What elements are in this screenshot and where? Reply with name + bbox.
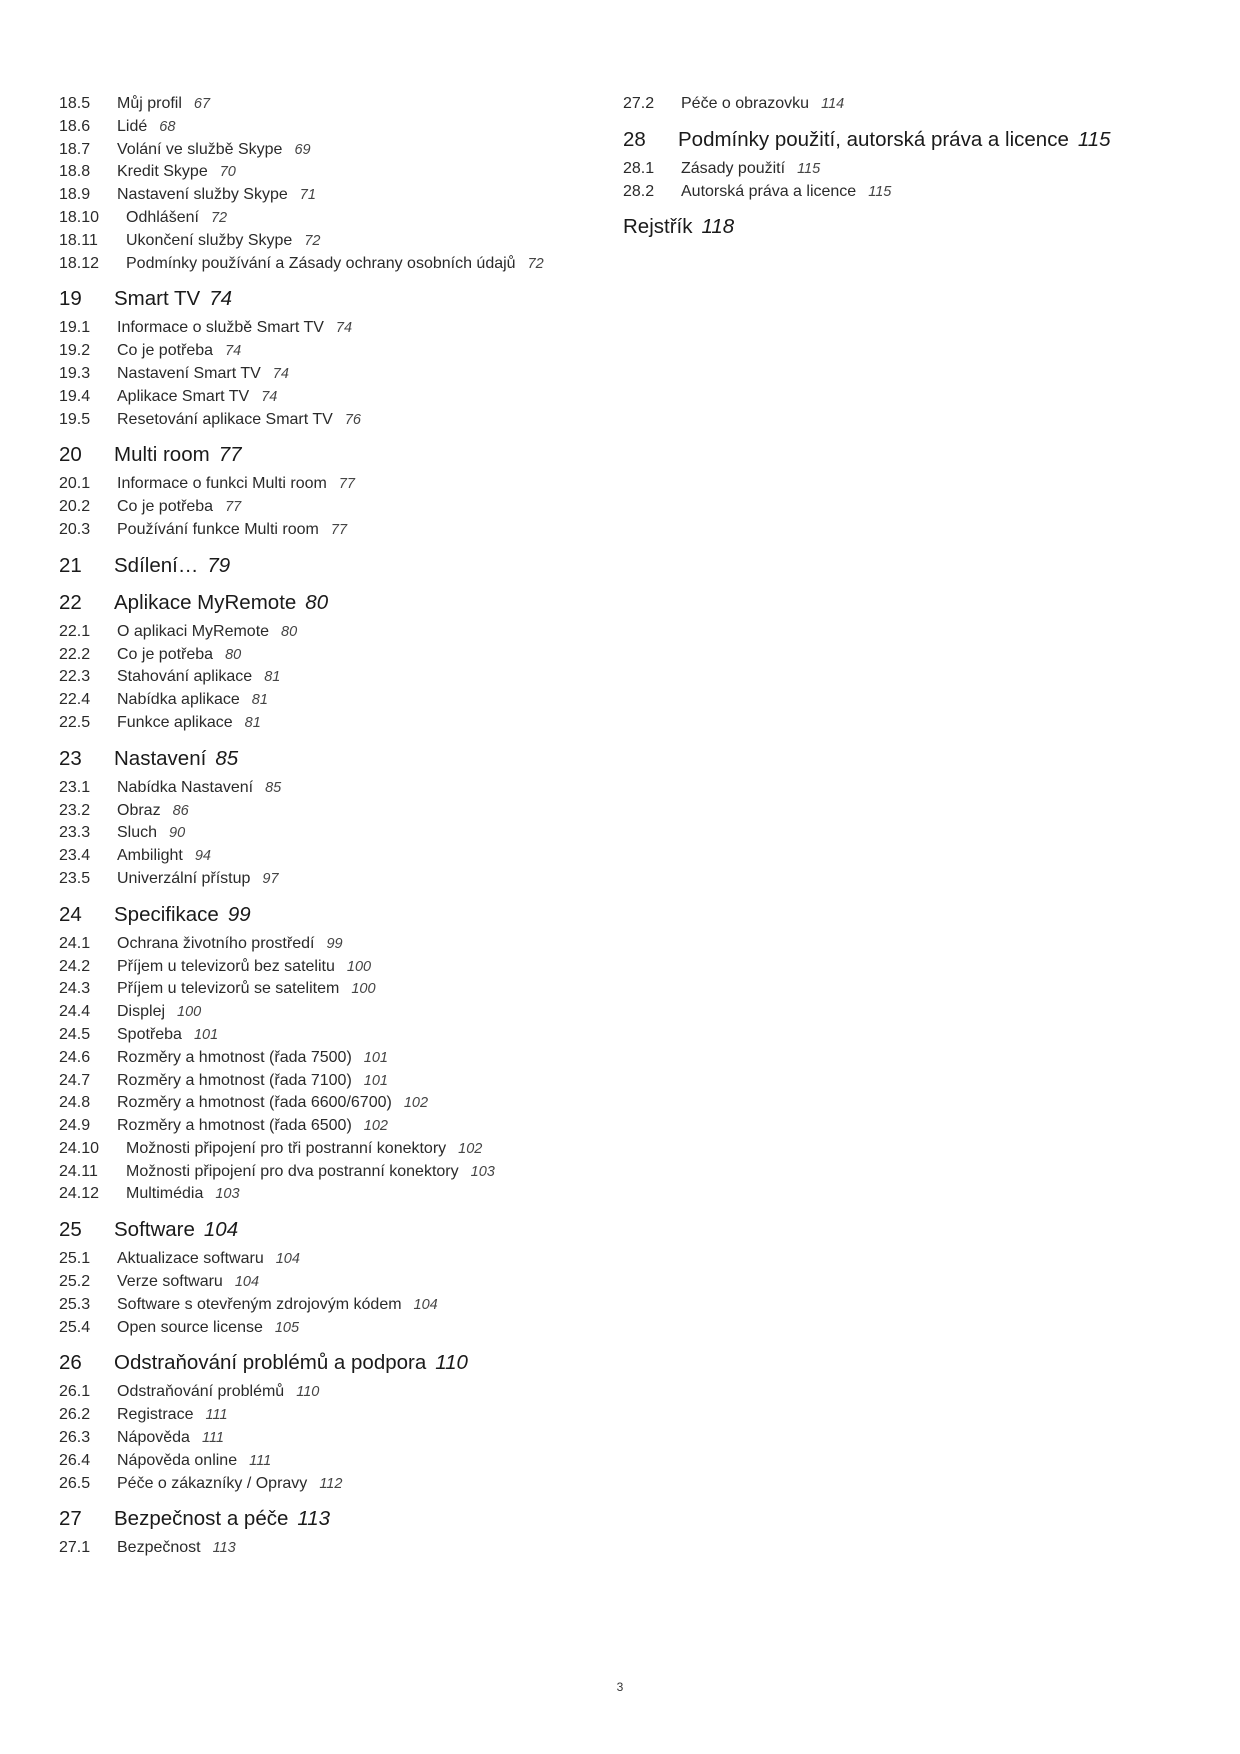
toc-entry[interactable] [59, 822, 619, 845]
entry-number: 25.2 [59, 1273, 91, 1291]
entry-number: 26.5 [59, 1474, 91, 1492]
entry-page: 76 [344, 411, 361, 428]
entry-page: 111 [249, 1452, 272, 1469]
toc-section [59, 93, 619, 275]
chapter-page: 85 [215, 746, 239, 770]
entry-title: Rozměry a hmotnost (řada 7100) [117, 1071, 352, 1089]
toc-entry[interactable] [59, 1450, 619, 1473]
entry-page: 101 [193, 1026, 219, 1043]
entry-title: Rozměry a hmotnost (řada 7500) [117, 1048, 352, 1066]
entry-number: 26.3 [59, 1429, 91, 1447]
toc-section [59, 590, 619, 735]
toc-entry[interactable] [59, 116, 619, 139]
entry-number: 18.12 [59, 254, 100, 272]
chapter-heading[interactable] [59, 902, 619, 928]
entry-page: 104 [413, 1296, 438, 1313]
entry-page: 99 [326, 935, 343, 952]
chapter-page: 80 [305, 590, 329, 614]
entry-page: 86 [172, 802, 189, 819]
toc-entry[interactable] [59, 496, 619, 519]
entry-number: 26.4 [59, 1451, 91, 1469]
toc-entry[interactable] [623, 158, 1183, 181]
toc-entry[interactable] [59, 1381, 619, 1404]
toc-section [59, 442, 619, 541]
entry-page: 90 [169, 825, 186, 842]
toc-entry[interactable] [59, 666, 619, 689]
entry-title: Lidé [117, 117, 148, 135]
toc-entry[interactable] [59, 621, 619, 644]
toc-entry[interactable] [59, 644, 619, 667]
entry-title: Co je potřeba [117, 645, 214, 663]
toc-entry[interactable] [59, 800, 619, 823]
entry-number: 24.12 [59, 1185, 100, 1203]
entry-title: Volání ve službě Skype [117, 140, 283, 158]
entry-page: 114 [821, 96, 845, 112]
chapter-heading[interactable] [59, 590, 619, 616]
entry-title: Nápověda [117, 1429, 190, 1447]
toc-entry[interactable] [59, 845, 619, 868]
entry-title: Registrace [117, 1406, 194, 1424]
entry-title: Rozměry a hmotnost (řada 6500) [117, 1117, 352, 1135]
entry-number: 18.8 [59, 163, 91, 181]
chapter-title: Nastavení [114, 746, 207, 770]
entry-page: 102 [403, 1095, 429, 1112]
toc-entry[interactable] [59, 363, 619, 386]
chapter-title: Smart TV [114, 287, 201, 311]
entry-number: 25.4 [59, 1318, 91, 1336]
toc-section [59, 1217, 619, 1339]
entry-number: 28.1 [623, 159, 655, 177]
entry-page: 111 [201, 1430, 224, 1447]
entry-title: Ukončení služby Skype [126, 231, 293, 249]
chapter-title: Specifikace [114, 902, 219, 926]
entry-number: 25.1 [59, 1250, 91, 1268]
entry-page: 100 [346, 958, 372, 975]
entry-title: Resetování aplikace Smart TV [117, 410, 333, 428]
chapter-number: 23 [59, 746, 82, 770]
entry-page: 100 [177, 1004, 202, 1021]
toc-entry[interactable] [623, 93, 1183, 116]
entry-title: Odhlášení [126, 208, 199, 226]
entry-page: 74 [261, 388, 278, 405]
toc-entry[interactable] [59, 473, 619, 496]
entry-page: 104 [275, 1251, 300, 1268]
entry-title: Kredit Skype [117, 163, 208, 181]
entry-page: 72 [527, 255, 544, 272]
entry-number: 20.1 [59, 475, 91, 493]
toc-section [59, 553, 619, 579]
entry-number: 22.1 [59, 622, 91, 640]
entry-number: 20.3 [59, 520, 91, 538]
entry-number: 24.11 [59, 1162, 98, 1180]
entry-page: 115 [868, 183, 892, 200]
entry-number: 24.5 [59, 1025, 91, 1043]
entry-title: Informace o službě Smart TV [117, 319, 324, 337]
entry-number: 24.1 [59, 934, 91, 952]
entry-title: Co je potřeba [117, 498, 214, 516]
chapter-heading[interactable] [59, 746, 619, 772]
toc-entry[interactable] [59, 868, 619, 891]
entry-number: 27.2 [623, 95, 655, 112]
toc-entry[interactable] [59, 317, 619, 340]
chapter-page: 104 [203, 1218, 239, 1242]
toc-entry[interactable] [59, 1537, 619, 1560]
entry-page: 67 [193, 96, 211, 112]
toc-entry[interactable] [59, 1115, 619, 1138]
chapter-page: 113 [297, 1507, 331, 1531]
toc-entry[interactable] [59, 689, 619, 712]
entry-title: Univerzální přístup [117, 869, 251, 887]
entry-number: 23.1 [59, 778, 91, 796]
entry-number: 22.2 [59, 645, 91, 663]
chapter-number: 19 [59, 287, 82, 311]
chapter-number: 20 [59, 443, 82, 467]
entry-number: 26.2 [59, 1406, 91, 1424]
toc-entry[interactable] [59, 409, 619, 432]
toc-entry[interactable] [59, 1138, 619, 1161]
entry-title: Nastavení služby Skype [117, 186, 288, 204]
toc-entry[interactable] [59, 933, 619, 956]
chapter-title: Sdílení… [114, 553, 199, 577]
entry-number: 24.2 [59, 957, 91, 975]
chapter-title: Odstraňování problémů a podpora [114, 1351, 427, 1375]
entry-title: Podmínky používání a Zásady ochrany osobních údajů [126, 254, 516, 272]
chapter-title: Aplikace MyRemote [114, 590, 297, 614]
toc-entry[interactable] [59, 139, 619, 162]
chapter-heading[interactable] [59, 1350, 619, 1376]
toc-entry[interactable] [59, 386, 619, 409]
chapter-heading[interactable] [59, 1217, 619, 1243]
chapter-number: 26 [59, 1351, 82, 1375]
entry-number: 24.7 [59, 1071, 91, 1089]
entry-title: Nápověda online [117, 1451, 238, 1469]
entry-number: 24.4 [59, 1003, 91, 1021]
entry-title: Autorská práva a licence [681, 182, 857, 200]
entry-number: 24.9 [59, 1117, 91, 1135]
entry-number: 22.4 [59, 691, 91, 709]
toc-entry[interactable] [59, 1248, 619, 1271]
entry-title: Obraz [117, 801, 161, 819]
entry-title: Displej [117, 1003, 166, 1021]
entry-title: Sluch [117, 824, 158, 842]
entry-title: Zásady použití [681, 159, 786, 177]
entry-title: O aplikaci MyRemote [117, 622, 270, 640]
chapter-number: 24 [59, 902, 82, 926]
entry-title: Spotřeba [117, 1025, 182, 1043]
entry-title: Péče o obrazovku [681, 95, 810, 112]
entry-page: 103 [215, 1186, 240, 1203]
entry-number: 23.3 [59, 824, 91, 842]
chapter-heading[interactable] [59, 1506, 619, 1532]
entry-page: 100 [351, 981, 376, 998]
entry-page: 77 [225, 499, 242, 516]
entry-title: Odstraňování problémů [117, 1383, 285, 1401]
toc-entry[interactable] [59, 1070, 619, 1093]
entry-title: Software s otevřeným zdrojovým kódem [117, 1295, 402, 1313]
entry-number: 25.3 [59, 1295, 91, 1313]
entry-page: 97 [262, 870, 279, 887]
toc-entry[interactable] [59, 1427, 619, 1450]
toc-section [59, 746, 619, 891]
toc-entry[interactable] [59, 956, 619, 979]
entry-number: 18.11 [59, 231, 98, 249]
chapter-title: Rejstřík [623, 215, 693, 239]
toc-entry[interactable] [59, 1294, 619, 1317]
toc-section [623, 93, 1183, 116]
entry-number: 19.1 [59, 319, 91, 337]
chapter-page: 77 [218, 443, 242, 467]
entry-number: 19.5 [59, 410, 91, 428]
entry-title: Informace o funkci Multi room [117, 475, 327, 493]
entry-title: Multimédia [126, 1185, 204, 1203]
entry-page: 102 [458, 1140, 483, 1157]
entry-number: 26.1 [59, 1383, 91, 1401]
toc-entry[interactable] [59, 1404, 619, 1427]
toc-entry[interactable] [59, 230, 619, 253]
chapter-heading[interactable] [623, 127, 1183, 153]
chapter-number: 27 [59, 1507, 82, 1531]
chapter-title: Bezpečnost a péče [114, 1507, 289, 1531]
page-number: 3 [616, 1680, 624, 1694]
entry-number: 20.2 [59, 498, 91, 516]
entry-title: Nastavení Smart TV [117, 364, 261, 382]
entry-title: Možnosti připojení pro dva postranní konektory [126, 1162, 459, 1180]
toc-entry[interactable] [59, 161, 619, 184]
entry-page: 70 [219, 164, 236, 181]
toc-entry[interactable] [59, 1271, 619, 1294]
toc-entry[interactable] [59, 1047, 619, 1070]
entry-page: 101 [363, 1049, 388, 1066]
entry-page: 74 [272, 365, 289, 382]
entry-page: 101 [363, 1072, 388, 1089]
entry-page: 72 [210, 209, 228, 226]
toc-section [623, 214, 1183, 240]
toc-section [59, 286, 619, 431]
entry-number: 18.10 [59, 208, 100, 226]
entry-title: Nabídka aplikace [117, 691, 240, 709]
entry-page: 115 [797, 160, 821, 177]
toc-entry[interactable] [59, 1317, 619, 1340]
entry-page: 74 [335, 320, 353, 337]
entry-number: 18.6 [59, 117, 91, 135]
entry-number: 23.2 [59, 801, 91, 819]
chapter-number: 22 [59, 590, 82, 614]
entry-title: Aplikace Smart TV [117, 387, 250, 405]
entry-page: 80 [225, 646, 242, 663]
entry-title: Bezpečnost [117, 1539, 201, 1557]
chapter-title: Multi room [114, 443, 210, 467]
chapter-page: 99 [227, 902, 251, 926]
toc-entry[interactable] [59, 712, 619, 735]
chapter-heading[interactable] [59, 442, 619, 468]
chapter-number: 21 [59, 553, 82, 577]
toc-entry[interactable] [59, 1092, 619, 1115]
entry-page: 77 [330, 521, 348, 538]
toc-entry[interactable] [59, 1183, 619, 1206]
toc-entry[interactable] [59, 207, 619, 230]
chapter-title: Software [114, 1218, 195, 1242]
entry-page: 102 [363, 1118, 388, 1135]
toc-entry[interactable] [59, 1473, 619, 1496]
toc-section [59, 1506, 619, 1560]
entry-page: 68 [159, 118, 176, 135]
chapter-page: 118 [701, 215, 735, 239]
chapter-page: 79 [207, 553, 231, 577]
entry-title: Funkce aplikace [117, 713, 233, 731]
entry-page: 81 [244, 714, 261, 731]
toc-entry[interactable] [59, 519, 619, 542]
chapter-title: Podmínky použití, autorská práva a licence [678, 127, 1069, 151]
entry-page: 80 [281, 623, 298, 640]
entry-number: 23.4 [59, 847, 91, 865]
entry-title: Můj profil [117, 95, 182, 112]
entry-number: 23.5 [59, 869, 91, 887]
entry-page: 104 [234, 1274, 260, 1291]
entry-title: Co je potřeba [117, 342, 214, 360]
entry-page: 77 [338, 476, 355, 493]
entry-number: 18.9 [59, 186, 91, 204]
entry-page: 69 [294, 141, 311, 158]
chapter-heading[interactable] [623, 214, 1183, 240]
entry-page: 94 [194, 848, 211, 865]
entry-title: Nabídka Nastavení [117, 778, 254, 796]
entry-title: Aktualizace softwaru [117, 1250, 264, 1268]
entry-title: Verze softwaru [117, 1273, 223, 1291]
entry-number: 24.10 [59, 1139, 100, 1157]
chapter-heading[interactable] [59, 286, 619, 312]
entry-title: Možnosti připojení pro tři postranní konektory [126, 1139, 447, 1157]
entry-number: 19.3 [59, 364, 91, 382]
toc-entry[interactable] [59, 93, 619, 116]
chapter-number: 28 [623, 127, 646, 151]
entry-number: 24.6 [59, 1048, 91, 1066]
entry-page: 113 [212, 1540, 236, 1557]
toc-entry[interactable] [59, 777, 619, 800]
entry-page: 110 [296, 1384, 320, 1401]
entry-title: Open source license [117, 1318, 263, 1336]
toc-entry[interactable] [623, 181, 1183, 204]
entry-title: Příjem u televizorů bez satelitu [117, 957, 335, 975]
toc-section [623, 127, 1183, 204]
chapter-page: 74 [209, 287, 233, 311]
toc-right-column [623, 93, 1183, 240]
toc-section [59, 902, 619, 1207]
entry-number: 19.2 [59, 342, 91, 360]
entry-number: 24.3 [59, 980, 91, 998]
toc-entry[interactable] [59, 978, 619, 1001]
entry-page: 111 [205, 1407, 228, 1424]
entry-title: Ambilight [117, 847, 183, 865]
entry-page: 103 [470, 1163, 495, 1180]
chapter-page: 110 [435, 1351, 468, 1375]
entry-page: 112 [319, 1475, 343, 1492]
entry-page: 72 [304, 232, 321, 249]
entry-number: 22.3 [59, 668, 91, 686]
toc-entry[interactable] [59, 1024, 619, 1047]
entry-number: 19.4 [59, 387, 91, 405]
chapter-heading[interactable] [59, 553, 619, 579]
entry-page: 71 [299, 187, 316, 204]
toc-entry[interactable] [59, 1001, 619, 1024]
entry-page: 81 [264, 669, 281, 686]
toc-entry[interactable] [59, 340, 619, 363]
entry-number: 24.8 [59, 1094, 91, 1112]
toc-entry[interactable] [59, 184, 619, 207]
entry-title: Péče o zákazníky / Opravy [117, 1474, 308, 1492]
entry-number: 27.1 [59, 1539, 91, 1557]
toc-section [59, 1350, 619, 1495]
entry-title: Ochrana životního prostředí [117, 934, 315, 952]
entry-number: 28.2 [623, 182, 655, 200]
entry-number: 18.5 [59, 95, 91, 112]
entry-number: 22.5 [59, 713, 91, 731]
entry-page: 74 [225, 343, 242, 360]
chapter-page: 115 [1077, 127, 1111, 151]
entry-page: 81 [251, 692, 268, 709]
toc-left-column [59, 93, 619, 1560]
toc-entry[interactable] [59, 253, 619, 276]
entry-page: 105 [274, 1319, 300, 1336]
entry-number: 18.7 [59, 140, 91, 158]
entry-title: Příjem u televizorů se satelitem [117, 980, 340, 998]
entry-title: Rozměry a hmotnost (řada 6600/6700) [117, 1094, 392, 1112]
entry-title: Používání funkce Multi room [117, 520, 319, 538]
entry-title: Stahování aplikace [117, 668, 253, 686]
entry-page: 85 [265, 779, 282, 796]
chapter-number: 25 [59, 1218, 82, 1242]
toc-entry[interactable] [59, 1161, 619, 1184]
